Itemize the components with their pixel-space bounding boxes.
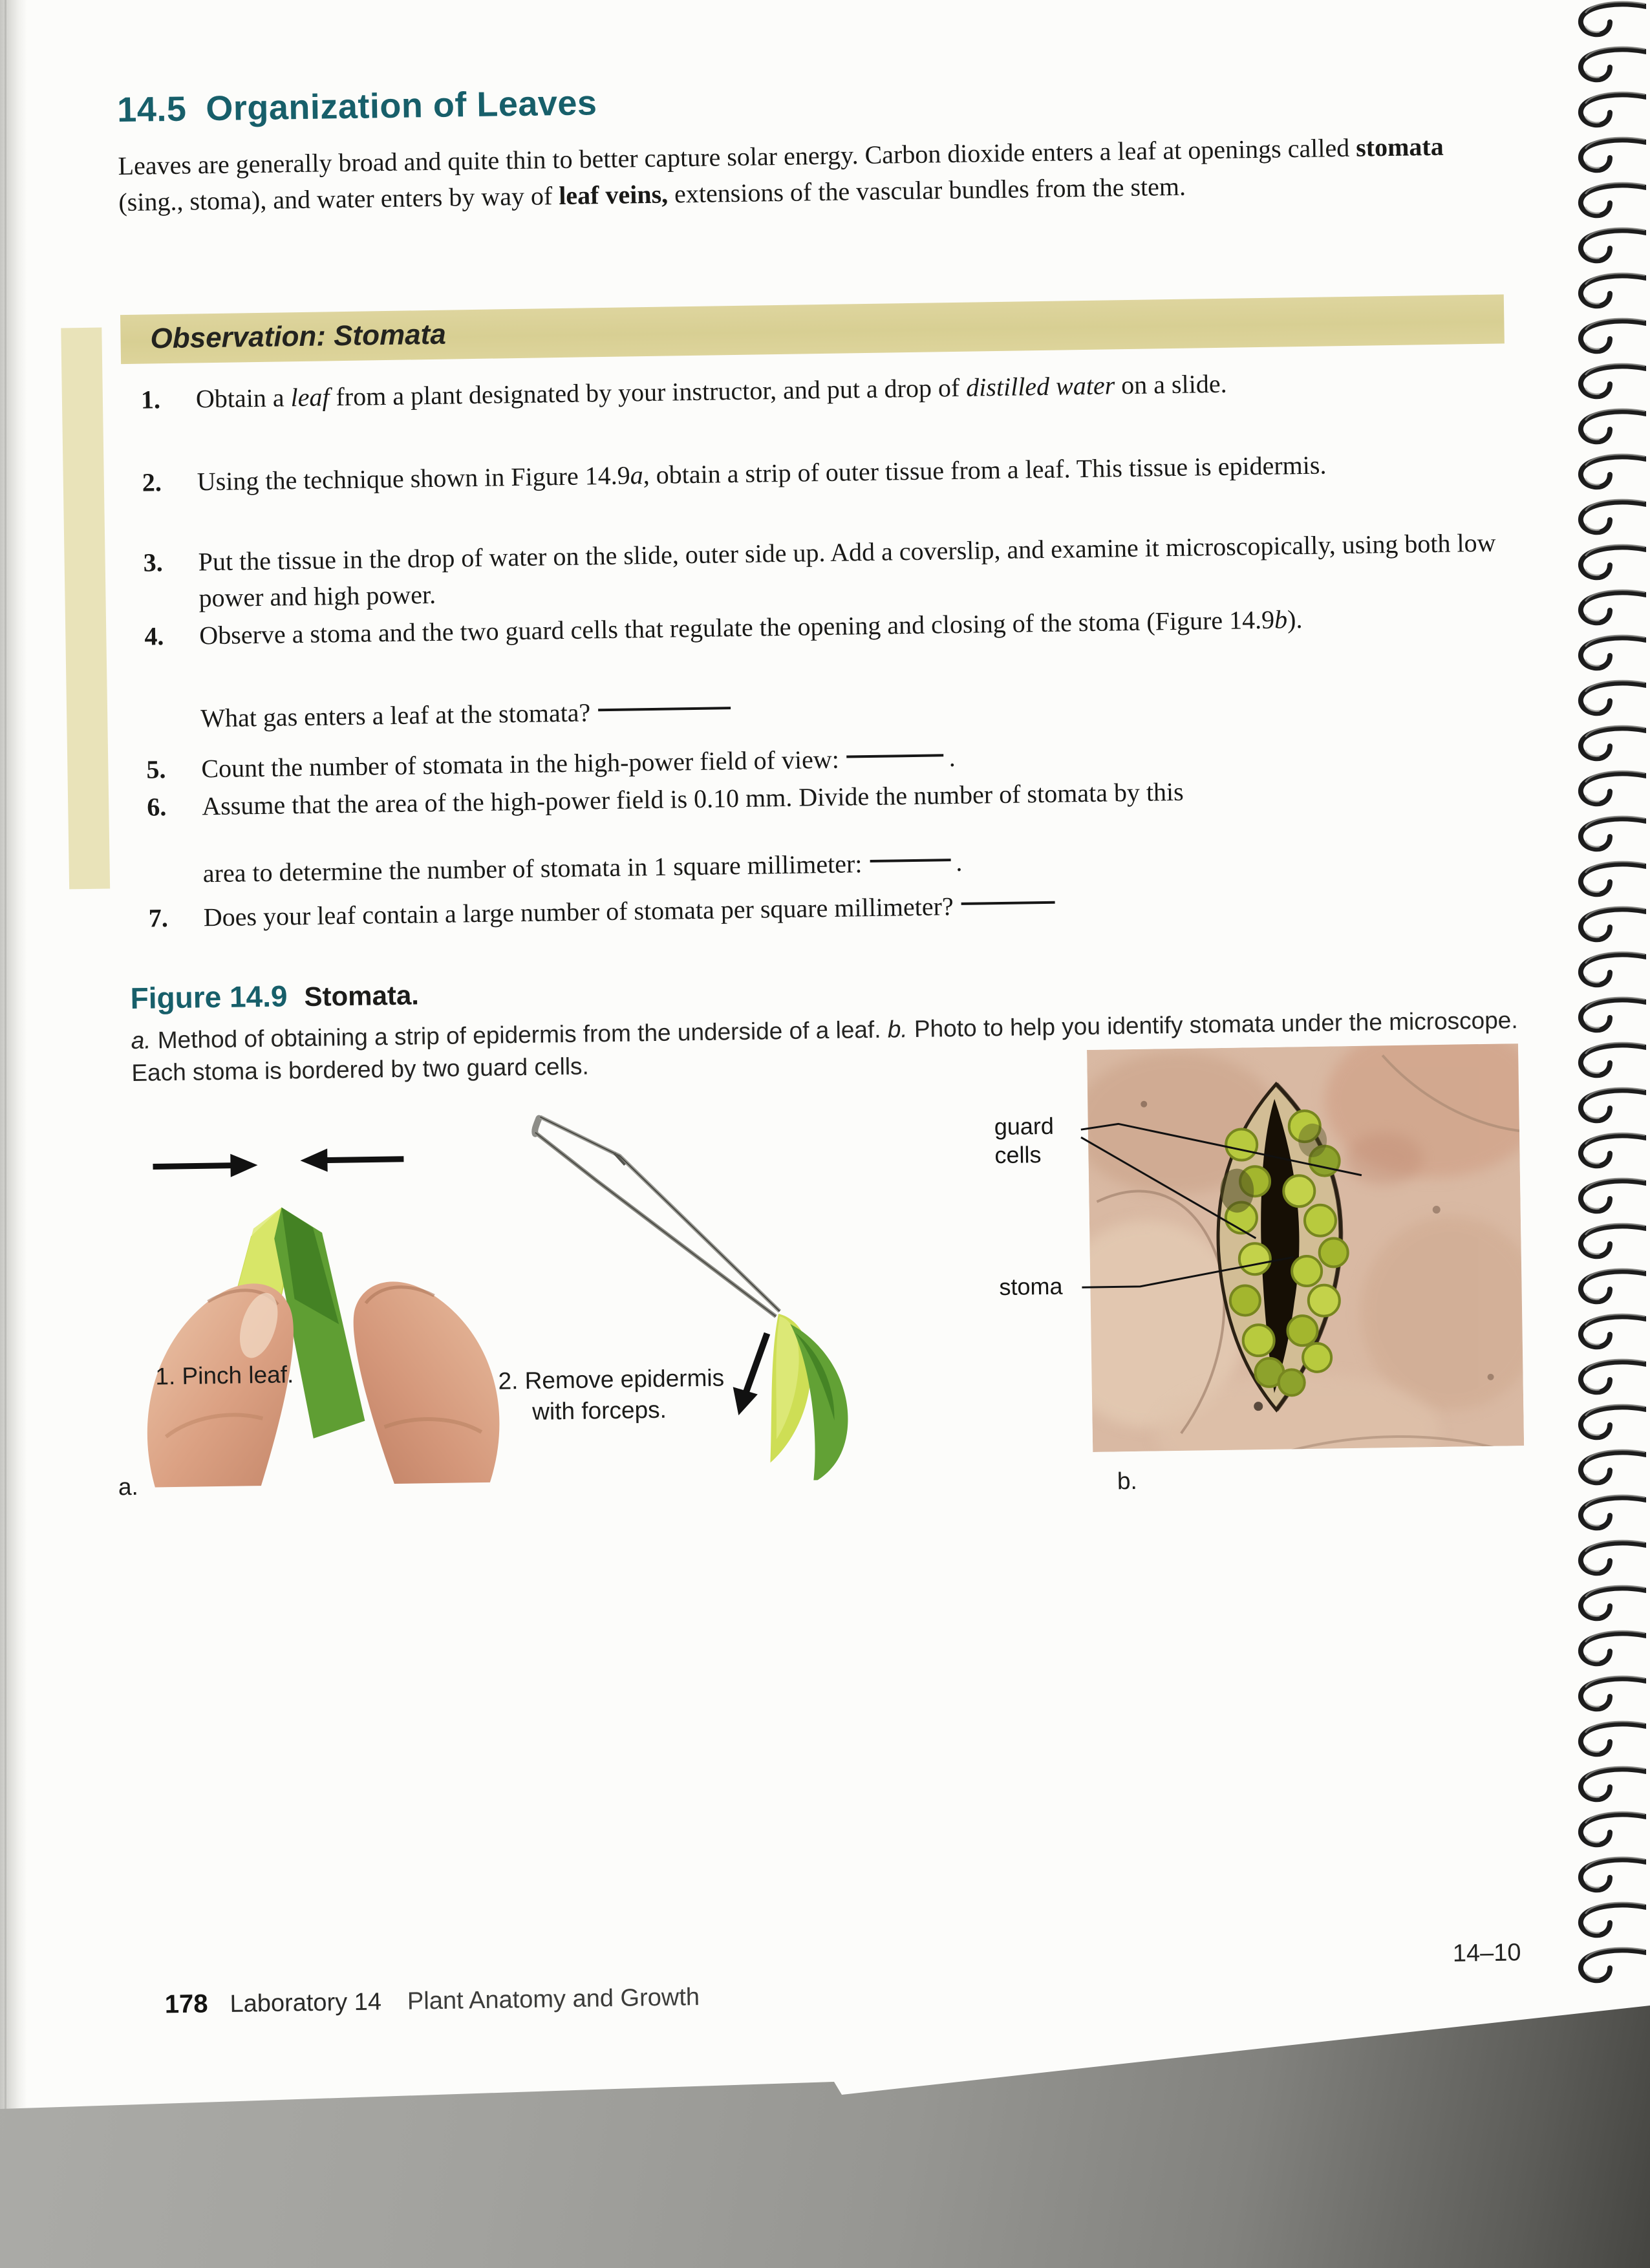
spiral-coil-icon <box>1572 1810 1646 1846</box>
section-heading <box>117 83 597 130</box>
spiral-coil-icon <box>1572 905 1646 941</box>
text-run <box>846 740 943 758</box>
text-run: a. <box>131 1027 151 1054</box>
text-run: . <box>956 847 963 877</box>
spiral-coil-icon <box>1572 1403 1646 1439</box>
text-run: (sing., stoma), and water enters by way of <box>118 181 559 217</box>
section-title-text: Organization of Leaves <box>205 83 597 129</box>
spiral-coil-icon <box>1572 1856 1646 1892</box>
spiral-coil-icon <box>1572 1674 1646 1711</box>
spiral-coil-icon <box>1572 272 1646 308</box>
forceps-illustration <box>510 1104 936 1485</box>
spiral-coil-icon <box>1572 181 1646 217</box>
spiral-coil-icon <box>1572 1448 1646 1484</box>
text-run <box>961 887 1055 905</box>
guard-cells-annotation: guard cells <box>994 1112 1055 1169</box>
text-run: on a slide. <box>1114 369 1227 400</box>
right-thumb-graphic <box>353 1280 500 1484</box>
spiral-coil-icon <box>1572 498 1646 534</box>
text-run: Does your leaf contain a large number of stomata per square millimeter? <box>203 892 954 932</box>
footer-lab-title: Plant Anatomy and Growth <box>407 1984 700 2015</box>
part-b-label: b. <box>1117 1467 1138 1495</box>
spiral-coil-icon <box>1572 1131 1646 1168</box>
section-number: 14.5 <box>116 89 187 130</box>
part-a-label: a. <box>118 1473 139 1501</box>
text-run: . <box>948 743 956 773</box>
text-run <box>598 692 731 711</box>
step-number: 2. <box>142 467 162 497</box>
pinch-arrow-right-icon <box>153 1153 258 1178</box>
spiral-coil-icon <box>1572 1946 1646 1982</box>
spiral-coil-icon <box>1572 588 1646 625</box>
part-a-step1-label: 1. Pinch leaf. <box>155 1361 294 1390</box>
page-footer <box>164 1982 700 2019</box>
spiral-coil-icon <box>1572 1539 1646 1575</box>
text-run: Assume that the area of the high-power field is 0.10 mm. Divide the number of stomata by this <box>201 776 1184 821</box>
text-run: distilled water <box>965 370 1115 402</box>
pinch-arrow-left-icon <box>300 1148 404 1172</box>
page-code: 14–10 <box>1452 1939 1521 1967</box>
step-1 <box>141 361 1525 418</box>
step-number: 6. <box>146 792 167 822</box>
spiral-coil-icon <box>1572 1720 1646 1756</box>
stoma-micrograph <box>981 1040 1531 1501</box>
text-run: Observe a stoma and the two guard cells that regulate the opening and closing of the stoma (Figure 14.9 <box>199 604 1275 650</box>
pinch-leaf-illustration <box>123 1128 535 1489</box>
spiral-coil-icon <box>1572 1629 1646 1665</box>
spiral-coil-icon <box>1572 860 1646 896</box>
page-number: 178 <box>164 1989 208 2019</box>
text-run: Count the number of stomata in the high-power field of view: <box>201 744 840 784</box>
spiral-coil-icon <box>1572 1584 1646 1620</box>
spiral-coil-icon <box>1572 1765 1646 1801</box>
step-number: 1. <box>140 385 161 414</box>
spiral-coil-icon <box>1572 45 1646 81</box>
text-run: a <box>630 460 644 490</box>
spiral-coil-icon <box>1572 1901 1646 1937</box>
footer-lab: Laboratory 14 <box>230 1988 382 2018</box>
spiral-coil-icon <box>1572 724 1646 760</box>
spiral-coil-icon <box>1572 815 1646 851</box>
intro-paragraph <box>118 127 1514 220</box>
text-run: Leaves are generally broad and quite thin to better capture solar energy. Carbon dioxide enters a leaf at openings called <box>118 133 1356 181</box>
spiral-coil-icon <box>1572 226 1646 262</box>
removed-epidermis-leaf-graphic <box>768 1313 849 1484</box>
text-run: Using the technique shown in Figure 14.9 <box>197 460 631 497</box>
text-run: Put the tissue in the drop of water on the slide, outer side up. Add a coverslip, and examine it microscopically, using both low power and high power. <box>198 528 1496 613</box>
spiral-coil-icon <box>1572 950 1646 987</box>
spiral-coil-icon <box>1572 1312 1646 1349</box>
step-text <box>196 361 1525 417</box>
step-number: 4. <box>144 621 164 651</box>
text-run <box>870 844 950 862</box>
stoma-annotation: stoma <box>999 1272 1063 1301</box>
forceps-graphic <box>535 1113 780 1320</box>
spiral-coil-icon <box>1572 634 1646 670</box>
text-run: stomata <box>1355 131 1444 162</box>
text-run: Photo to help you identify stomata under the microscope. Each stoma is bordered by two guard cells. <box>131 1007 1518 1086</box>
spiral-coil-icon <box>1572 543 1646 579</box>
part-a-step2-label: 2. Remove epidermis with forceps. <box>498 1364 725 1425</box>
spiral-coil-icon <box>1572 407 1646 444</box>
spiral-coil-icon <box>1572 1493 1646 1530</box>
figure-label: Figure 14.9 <box>130 979 288 1015</box>
spiral-coil-icon <box>1572 1177 1646 1213</box>
step-4-question <box>200 692 736 736</box>
spiral-coil-icon <box>1572 996 1646 1032</box>
text-run: Obtain a <box>195 383 291 414</box>
spiral-coil-icon <box>1572 91 1646 127</box>
step-2 <box>142 444 1526 501</box>
spiral-coil-icon <box>1572 136 1646 172</box>
step-6-line2 <box>202 844 962 892</box>
text-run: extensions of the vascular bundles from the stem. <box>667 171 1186 209</box>
step-text <box>197 444 1526 500</box>
figure-caption-heading <box>130 976 419 1016</box>
observation-banner <box>120 294 1505 364</box>
spiral-coil-icon <box>1572 317 1646 353</box>
spiral-coil-icon <box>1572 1086 1646 1122</box>
text-run: from a plant designated by your instructor, and put a drop of <box>329 372 967 412</box>
text-run: ). <box>1287 604 1303 634</box>
spiral-coil-icon <box>1572 0 1646 36</box>
text-run: What gas enters a leaf at the stomata? <box>200 698 591 733</box>
spiral-coil-icon <box>1572 679 1646 715</box>
observation-title: Observation: Stomata <box>150 318 447 355</box>
spiral-coil-icon <box>1572 1041 1646 1077</box>
micrograph-photo <box>1046 1040 1532 1493</box>
step-number: 3. <box>143 548 164 577</box>
text-run: leaf veins, <box>558 179 669 211</box>
text-run: b. <box>887 1016 908 1043</box>
spiral-coil-icon <box>1572 1222 1646 1258</box>
spiral-coil-icon <box>1572 1267 1646 1303</box>
spiral-coil-icon <box>1572 1358 1646 1394</box>
text-run: , obtain a strip of outer tissue from a leaf. This tissue is epidermis. <box>643 450 1327 490</box>
figure-title: Stomata. <box>304 979 420 1012</box>
spiral-coil-icon <box>1572 453 1646 489</box>
text-run: leaf <box>290 382 330 412</box>
step-number: 5. <box>146 754 166 784</box>
spiral-binding <box>1572 0 1650 1991</box>
text-run: b <box>1274 604 1288 634</box>
highlight-strip <box>61 328 110 890</box>
spiral-coil-icon <box>1572 362 1646 398</box>
text-run: area to determine the number of stomata in 1 square millimeter: <box>202 849 862 888</box>
text-run: Method of obtaining a strip of epidermis from the underside of a leaf. <box>151 1016 888 1054</box>
step-number: 7. <box>148 903 169 933</box>
spiral-coil-icon <box>1572 769 1646 806</box>
